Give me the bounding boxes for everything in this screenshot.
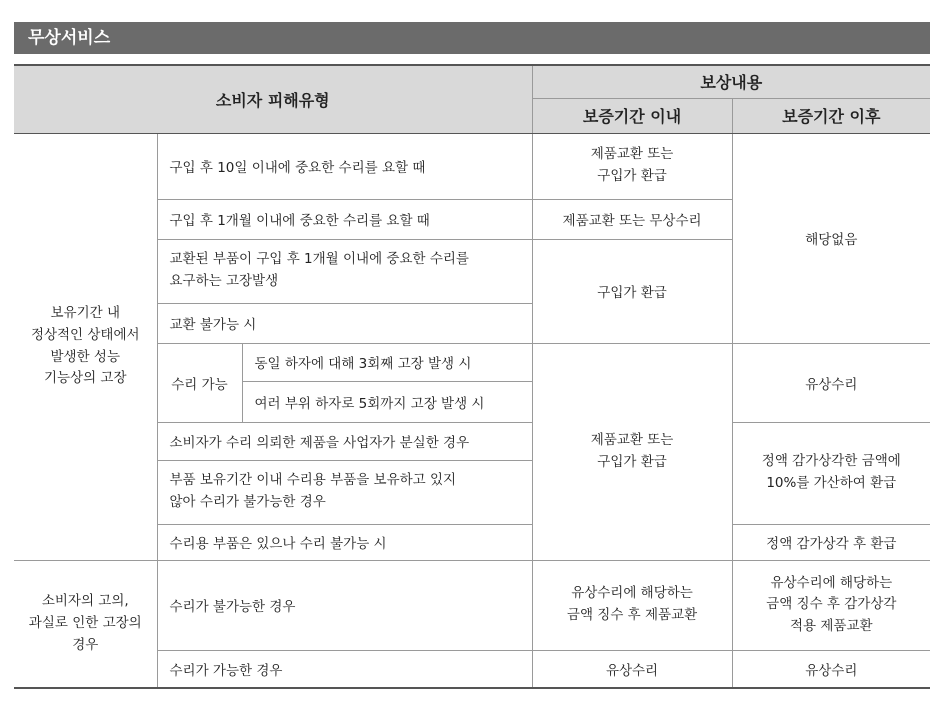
- after-not-applicable: 해당없음: [732, 133, 930, 343]
- after-paid-repair-1: 유상수리: [732, 343, 930, 422]
- case-negligence-unrepairable: 수리가 불가능한 경우: [157, 560, 532, 650]
- header-compensation: 보상내용: [532, 65, 930, 98]
- within-refund: 구입가 환급: [532, 239, 732, 343]
- after-paid-depreciation-exchange: 유상수리에 해당하는 금액 징수 후 감가상각 적용 제품교환: [732, 560, 930, 650]
- case-parts-but-unrepairable: 수리용 부품은 있으나 수리 불가능 시: [157, 524, 532, 560]
- header-after-warranty: 보증기간 이후: [732, 98, 930, 133]
- after-depreciation-plus-10: 정액 감가상각한 금액에 10%를 가산하여 환급: [732, 422, 930, 524]
- case-product-lost: 소비자가 수리 의뢰한 제품을 사업자가 분실한 경우: [157, 422, 532, 460]
- section2-label: 소비자의 고의, 과실로 인한 고장의 경우: [14, 560, 157, 688]
- section1-label: 보유기간 내 정상적인 상태에서 발생한 성능 기능상의 고장: [14, 133, 157, 560]
- section-title: 무상서비스: [14, 22, 930, 54]
- within-paid-repair: 유상수리: [532, 650, 732, 688]
- case-no-parts: 부품 보유기간 이내 수리용 부품을 보유하고 있지 않아 수리가 불가능한 경우: [157, 460, 532, 524]
- within-exchange-or-free-repair: 제품교환 또는 무상수리: [532, 199, 732, 239]
- case-1-month: 구입 후 1개월 이내에 중요한 수리를 요할 때: [157, 199, 532, 239]
- case-third-same-failure: 동일 하자에 대해 3회째 고장 발생 시: [242, 343, 532, 381]
- header-within-warranty: 보증기간 이내: [532, 98, 732, 133]
- case-10-days: 구입 후 10일 이내에 중요한 수리를 요할 때: [157, 133, 532, 199]
- after-depreciation-refund: 정액 감가상각 후 환급: [732, 524, 930, 560]
- case-replaced-part-failure: 교환된 부품이 구입 후 1개월 이내에 중요한 수리를 요구하는 고장발생: [157, 239, 532, 303]
- header-damage-type: 소비자 피해유형: [14, 65, 532, 133]
- within-exchange-or-refund-1: 제품교환 또는 구입가 환급: [532, 133, 732, 199]
- after-paid-repair-2: 유상수리: [732, 650, 930, 688]
- case-fifth-multi-failure: 여러 부위 하자로 5회까지 고장 발생 시: [242, 381, 532, 422]
- warranty-table: [14, 64, 930, 689]
- within-exchange-or-refund-2: 제품교환 또는 구입가 환급: [532, 343, 732, 560]
- repairable-label: 수리 가능: [157, 343, 242, 422]
- case-negligence-repairable: 수리가 가능한 경우: [157, 650, 532, 688]
- case-exchange-impossible: 교환 불가능 시: [157, 303, 532, 343]
- within-paid-then-exchange: 유상수리에 해당하는 금액 징수 후 제품교환: [532, 560, 732, 650]
